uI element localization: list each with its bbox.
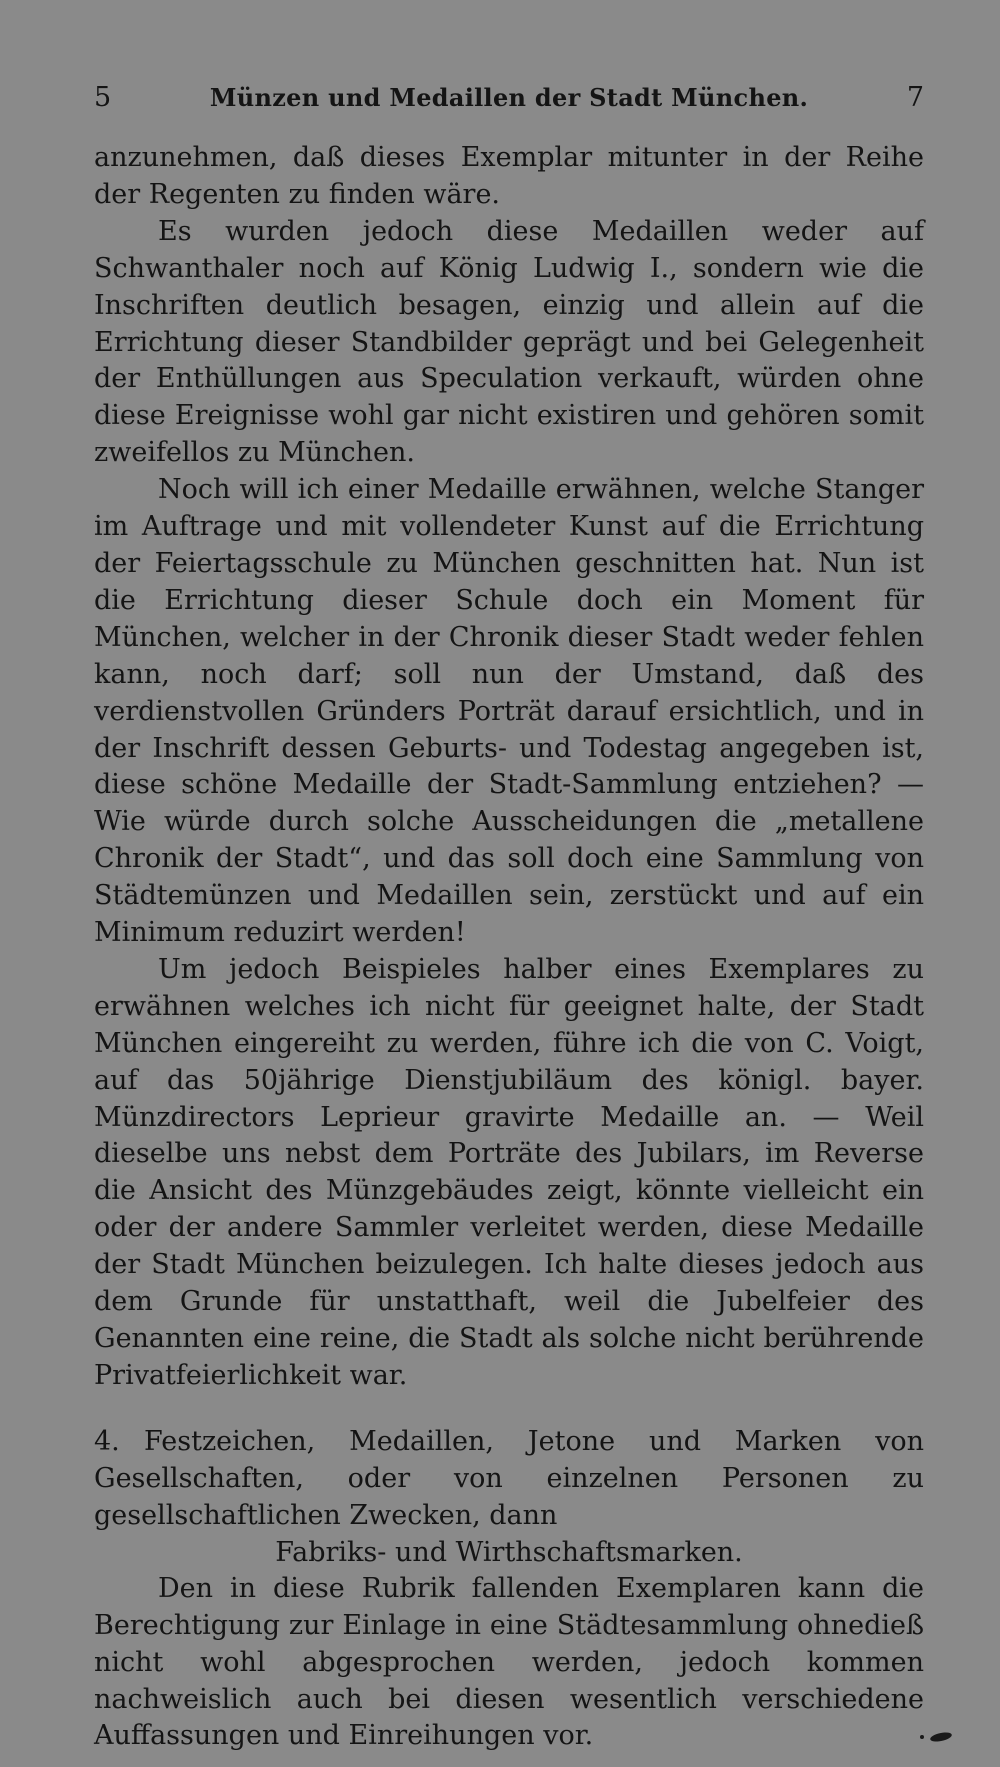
- section-number: 4.: [94, 1425, 120, 1457]
- section-heading: [94, 1423, 924, 1571]
- section-heading-text: Festzeichen, Medaillen, Jetone und Marken von Gesellschaften, oder von einzelnen Personen zu gesellschaftlichen Zwecken, dann: [94, 1425, 924, 1531]
- page-number-left: 5: [94, 82, 112, 113]
- running-title: Münzen und Medaillen der Stadt München.: [209, 83, 809, 112]
- ink-smudge: [929, 1731, 952, 1743]
- paragraph: Um jedoch Beispieles halber eines Exemplares zu erwähnen welches ich nicht für geeignet halte, der Stadt München eingereiht zu werden, führe ich die von C. Voigt, auf das 50jährige Dienstjubiläum des königl. bayer. Münzdirectors Leprieur gravirte Medaille an. — Weil dieselbe uns nebst dem Porträte des Jubilars, im Reverse die Ansicht des Münzgebäudes zeigt, könnte vielleicht ein oder der andere Sammler verleitet werden, diese Medaille der Stadt München beizulegen. Ich halte dieses jedoch aus dem Grunde für unstatthaft, weil die Jubelfeier des Genannten eine reine, die Stadt als solche nicht berührende Privatfeierlichkeit war.: [94, 953, 924, 1391]
- body-text: [94, 140, 924, 1755]
- section-heading-last-line: Fabriks- und Wirthschaftsmarken.: [275, 1536, 743, 1568]
- page-header: [94, 82, 924, 126]
- page-number-right: 7: [906, 82, 924, 113]
- paragraph: Noch will ich einer Medaille erwähnen, welche Stanger im Auftrage und mit vollendeter Kunst auf die Errichtung der Feiertagsschule zu München geschnitten hat. Nun ist die Errichtung dieser Schule doch ein Moment für München, welcher in der Chronik dieser Stadt weder fehlen kann, noch darf; soll nun der Umstand, daß des verdienstvollen Gründers Porträt darauf ersichtlich, und in der Inschrift dessen Geburts- und Todestag angegeben ist, diese schöne Medaille der Stadt-Sammlung entziehen? — Wie würde durch solche Ausscheidungen die „metallene Chronik der Stadt“, und das soll doch eine Sammlung von Städtemünzen und Medaillen sein, zerstückt und auf ein Minimum reduzirt werden!: [94, 474, 924, 949]
- ink-dot: [920, 1735, 924, 1739]
- page: [94, 82, 924, 1755]
- paragraph-continued: anzunehmen, daß dieses Exemplar mitunter in der Reihe der Regenten zu finden wäre.: [94, 142, 924, 210]
- section-paragraph: Den in diese Rubrik fallenden Exemplaren kann die Berechtigung zur Einlage in eine Städtesammlung ohnedieß nicht wohl abgesprochen werden, jedoch kommen nachweislich auch bei diesen wesentlich verschiedene Auffassungen und Einreihungen vor.: [94, 1572, 924, 1752]
- paragraph: Es wurden jedoch diese Medaillen weder auf Schwanthaler noch auf König Ludwig I., sondern wie die Inschriften deutlich besagen, einzig und allein auf die Errichtung dieser Standbilder geprägt und bei Gelegenheit der Enthüllungen aus Speculation verkauft, würden ohne diese Ereignisse wohl gar nicht existiren und gehören somit zweifellos zu München.: [94, 215, 924, 469]
